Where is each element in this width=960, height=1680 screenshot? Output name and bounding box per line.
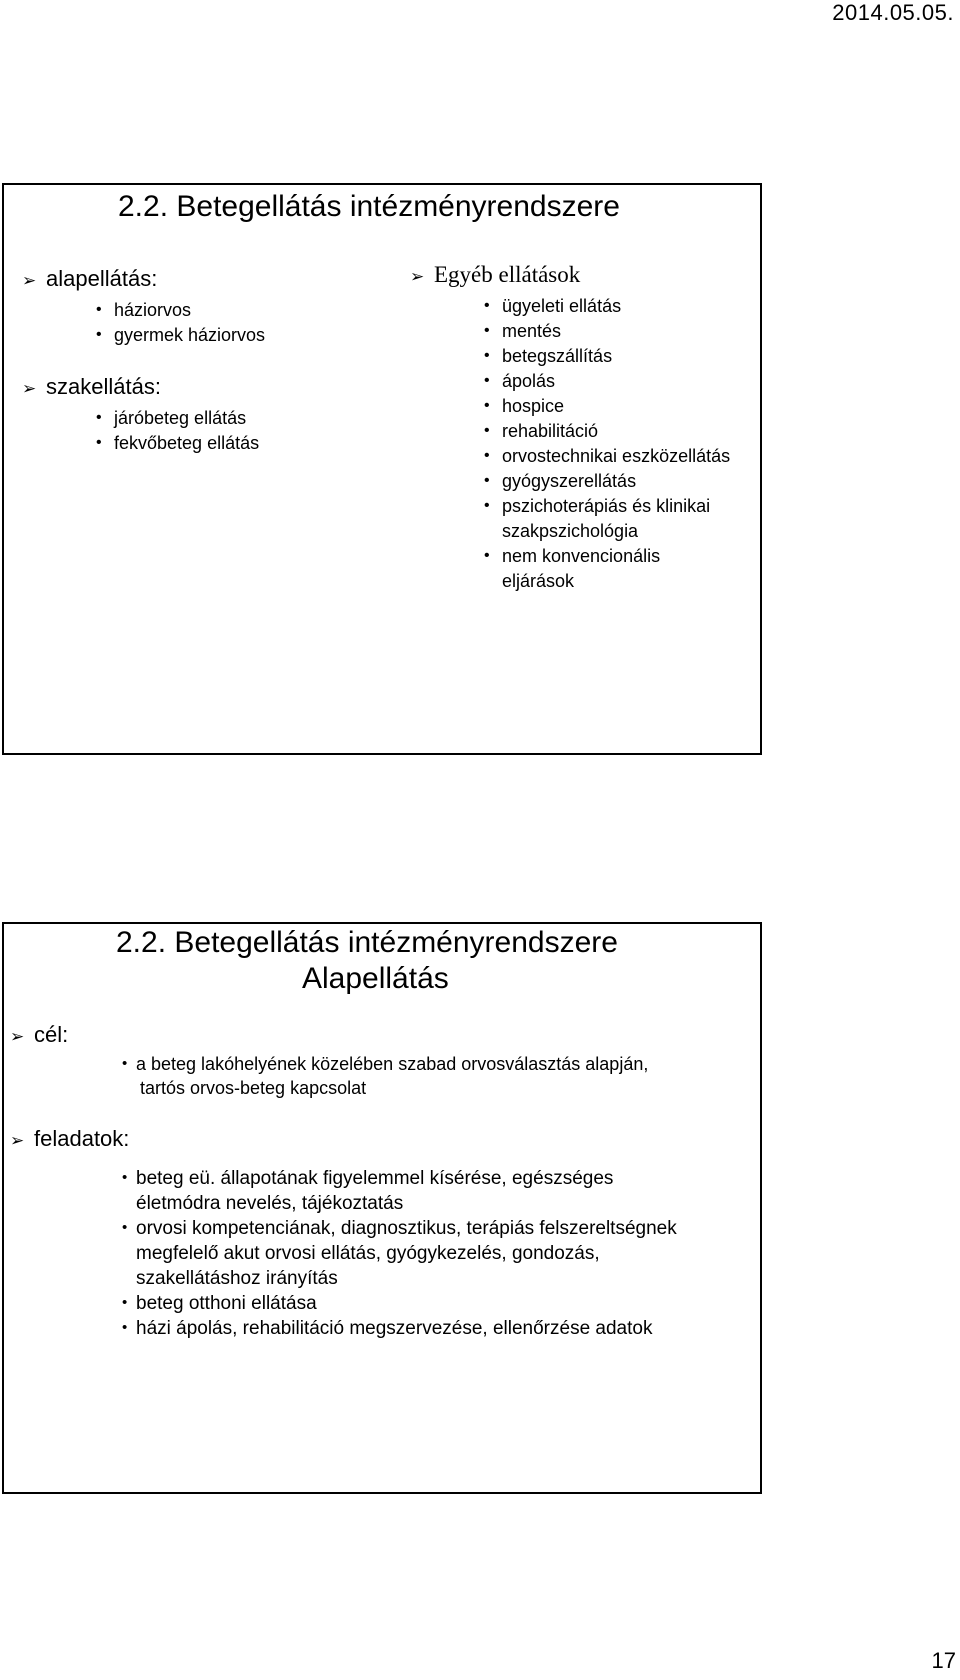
list-item-continuation: eljárások [502, 571, 575, 591]
slide-1-title: 2.2. Betegellátás intézményrendszere [118, 190, 620, 223]
bullet-icon: • [484, 322, 490, 339]
list-item-continuation: megfelelő akut orvosi ellátás, gyógykezelés, gondozás, [136, 1243, 600, 1264]
list-item: • járóbeteg ellátás [96, 408, 247, 428]
bullet-icon: • [484, 472, 490, 489]
slide-2-subtitle: Alapellátás [302, 962, 449, 995]
bullet-icon: • [484, 422, 490, 439]
bullet-icon: • [484, 372, 490, 389]
list-item: • nem konvencionális [484, 546, 661, 566]
bullet-icon: • [122, 1055, 128, 1072]
alapellatas-label: alapellátás: [46, 266, 158, 291]
bullet-icon: • [484, 447, 490, 464]
bullet-icon: • [484, 347, 490, 364]
bullet-icon: • [96, 326, 102, 343]
list-item: • a beteg lakóhelyének közelében szabad orvosválasztás alapján, [122, 1054, 649, 1074]
bullet-icon: • [96, 409, 102, 426]
list-item: • orvostechnikai eszközellátás [484, 446, 731, 466]
list-item: • rehabilitáció [484, 421, 599, 441]
list-item: • házi ápolás, rehabilitáció megszervezése, ellenőrzése adatok [122, 1318, 653, 1339]
bullet-icon: • [484, 547, 490, 564]
list-item: • gyógyszerellátás [484, 471, 637, 491]
list-item: • háziorvos [96, 300, 192, 320]
feladatok-label: feladatok: [34, 1126, 130, 1151]
list-item-continuation: szakellátáshoz irányítás [136, 1268, 338, 1289]
list-item: • mentés [484, 321, 562, 341]
list-item: • orvosi kompetenciának, diagnosztikus, terápiás felszereltségnek [122, 1218, 677, 1239]
bullet-icon: • [122, 1169, 128, 1186]
list-item: • gyermek háziorvos [96, 325, 266, 345]
list-item-continuation: életmódra nevelés, tájékoztatás [136, 1193, 404, 1214]
egyeb-label: Egyéb ellátások [434, 262, 581, 287]
list-item: • betegszállítás [484, 346, 613, 366]
szakellatas-heading [22, 374, 161, 400]
bullet-icon: • [96, 301, 102, 318]
feladatok-heading [10, 1126, 129, 1152]
bullet-icon: • [96, 434, 102, 451]
cel-heading [10, 1022, 68, 1048]
list-item: • beteg otthoni ellátása [122, 1293, 317, 1314]
arrow-icon: ➢ [22, 271, 37, 290]
list-item-continuation: tartós orvos-beteg kapcsolat [140, 1078, 367, 1098]
bullet-icon: • [484, 397, 490, 414]
slide-2-title: 2.2. Betegellátás intézményrendszere [116, 926, 618, 959]
arrow-icon: ➢ [410, 267, 425, 286]
bullet-icon: • [484, 497, 490, 514]
arrow-icon: ➢ [22, 379, 37, 398]
egyeb-heading [410, 262, 580, 288]
list-item: • ügyeleti ellátás [484, 296, 622, 316]
bullet-icon: • [122, 1219, 128, 1236]
bullet-icon: • [122, 1319, 128, 1336]
list-item: • pszichoterápiás és klinikai [484, 496, 711, 516]
list-item: • hospice [484, 396, 565, 416]
list-item: • fekvőbeteg ellátás [96, 433, 260, 453]
cel-label: cél: [34, 1022, 69, 1047]
bullet-icon: • [484, 297, 490, 314]
list-item: • ápolás [484, 371, 556, 391]
arrow-icon: ➢ [10, 1027, 25, 1046]
page-number: 17 [931, 1648, 956, 1673]
bullet-icon: • [122, 1294, 128, 1311]
list-item-continuation: szakpszichológia [502, 521, 639, 541]
szakellatas-label: szakellátás: [46, 374, 161, 399]
header-date: 2014.05.05. [832, 0, 954, 25]
alapellatas-heading [22, 266, 157, 292]
arrow-icon: ➢ [10, 1131, 25, 1150]
list-item: • beteg eü. állapotának figyelemmel kísérése, egészséges [122, 1168, 614, 1189]
